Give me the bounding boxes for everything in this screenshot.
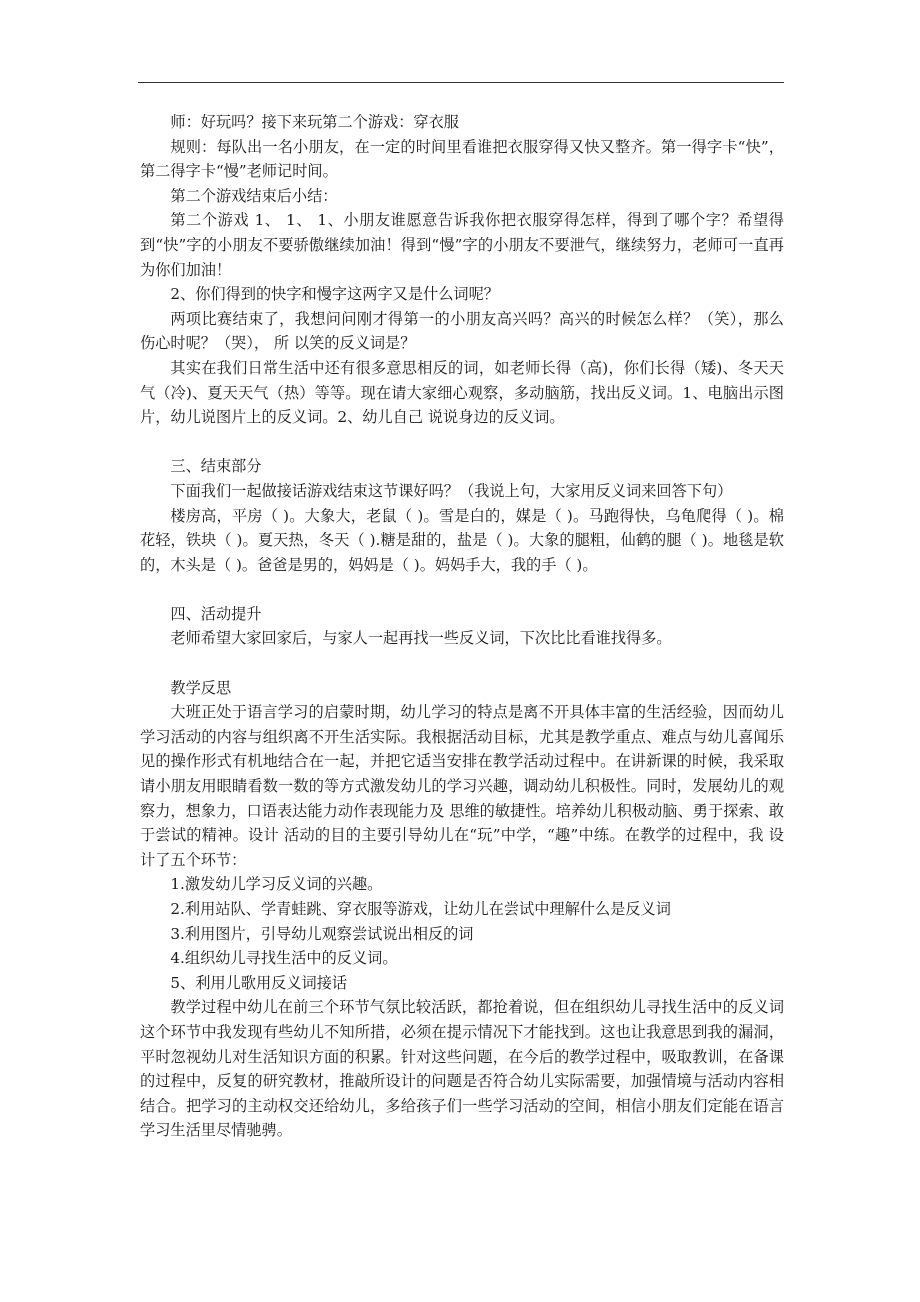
paragraph-reflection: 大班正处于语言学习的启蒙时期，幼儿学习的特点是离不开具体丰富的生活经验，因而幼儿学习活动的内容与组织离不开生活实际。我根据活动目标，尤其是教学重点、难点与幼儿喜闻乐见的操作形式有机地结合在一起，并把它适当安排在教学活动过程中。在讲新课的时候，我采取请小朋友用眼睛看数一数的等方式激发幼儿的学习兴趣，调动幼儿积极性。同时，发展幼儿的观察力，想象力，口语表达能力动作表现能力及 思维的敏捷性。培养幼儿积极动脑、勇于探索、敢于尝试的精神。设计 活动的目的主要引导幼儿在“玩”中学，“趣”中练。在教学的过程中，我 设计了五个环节： [140,703,784,869]
section-heading-reflection: 教学反思 [170,678,232,697]
paragraph-emotions: 两项比赛结束了，我想问问刚才得第一的小朋友高兴吗？高兴的时候怎么样？（笑），那么伤心时呢？（哭）， 所 以笑的反义词是？ [140,309,784,353]
spacer [140,577,784,602]
paragraph-summary: 第二个游戏 1、 1、 1、小朋友谁愿意告诉我你把衣服穿得怎样，得到了哪个字？希望得到“快”字的小朋友不要骄傲继续加油！得到“慢”字的小朋友不要泄气，继续努力，老师可一直再为你们加油！ [140,211,784,279]
paragraph-homework: 老师希望大家回家后，与家人一起再找一些反义词，下次比比看谁找得多。 [170,629,672,648]
list-item: 2.利用站队、学青蛙跳、穿衣服等游戏，让幼儿在尝试中理解什么是反义词 [170,900,671,918]
header-rule [138,82,784,83]
paragraph-fill-blanks: 楼房高，平房（ )。大象大，老鼠（ )。雪是白的，媒是（ )。马跑得快，乌龟爬得（ )。棉花轻，铁块（ )。夏天热，冬天（ ).糖是甜的，盐是（ )。大象的腿粗，仙鹤的腿（ )。地毯是软的，木头是（ )。爸爸是男的，妈妈是（ )。妈妈手大，我的手（ )。 [140,506,784,574]
spacer [140,651,784,676]
paragraph-antonyms: 其实在我们日常生活中还有很多意思相反的词，如老师长得（高)，你们长得（矮)、冬天天气（冷)、夏天天气（热）等等。现在请大家细心观察，多动脑筋，找出反义词。1、电脑出示图片，幼儿说图片上的反义词。2、幼儿自己 说说身边的反义词。 [140,358,784,427]
paragraph-conclusion: 教学过程中幼儿在前三个环节气氛比较活跃，都抢着说，但在组织幼儿寻找生活中的反义词这个环节中我发现有些幼儿不知所措，必须在提示情况下才能找到。这也让我意思到我的漏洞，平时忽视幼儿对生活知识方面的积累。针对这些问题，在今后的教学过程中，吸取教训，在备课的过程中，反复的研究教材，推敲所设计的问题是否符合幼儿实际需要，加强情境与活动内容相结合。把学习的主动权交还给幼儿，多给孩子们一些学习活动的空间，相信小朋友们定能在语言学习生活里尽情驰骋。 [140,998,784,1140]
paragraph-game-intro: 下面我们一起做接话游戏结束这节课好吗？（我说上句，大家用反义词来回答下句） [170,481,733,500]
document-body [140,110,784,1143]
paragraph-question: 2、你们得到的快字和慢字这两字又是什么词呢？ [170,285,499,304]
list-item: 5、利用儿歌用反义词接话 [170,973,348,992]
paragraph-summary-title: 第二个游戏结束后小结： [170,186,338,205]
paragraph-dialogue: 师：好玩吗？接下来玩第二个游戏：穿衣服 [170,113,459,131]
list-item: 3.利用图片，引导幼儿观察尝试说出相反的词 [170,924,474,943]
spacer [140,430,784,455]
section-heading-improvement: 四、活动提升 [170,604,262,623]
list-item: 1.激发幼儿学习反义词的兴趣。 [170,875,383,894]
section-heading-ending: 三、结束部分 [170,457,262,476]
list-item: 4.组织幼儿寻找生活中的反义词。 [170,949,398,968]
paragraph-rules: 规则：每队出一名小朋友，在一定的时间里看谁把衣服穿得又快又整齐。第一得字卡“快”，第二得字卡“慢”老师记时间。 [140,137,784,181]
